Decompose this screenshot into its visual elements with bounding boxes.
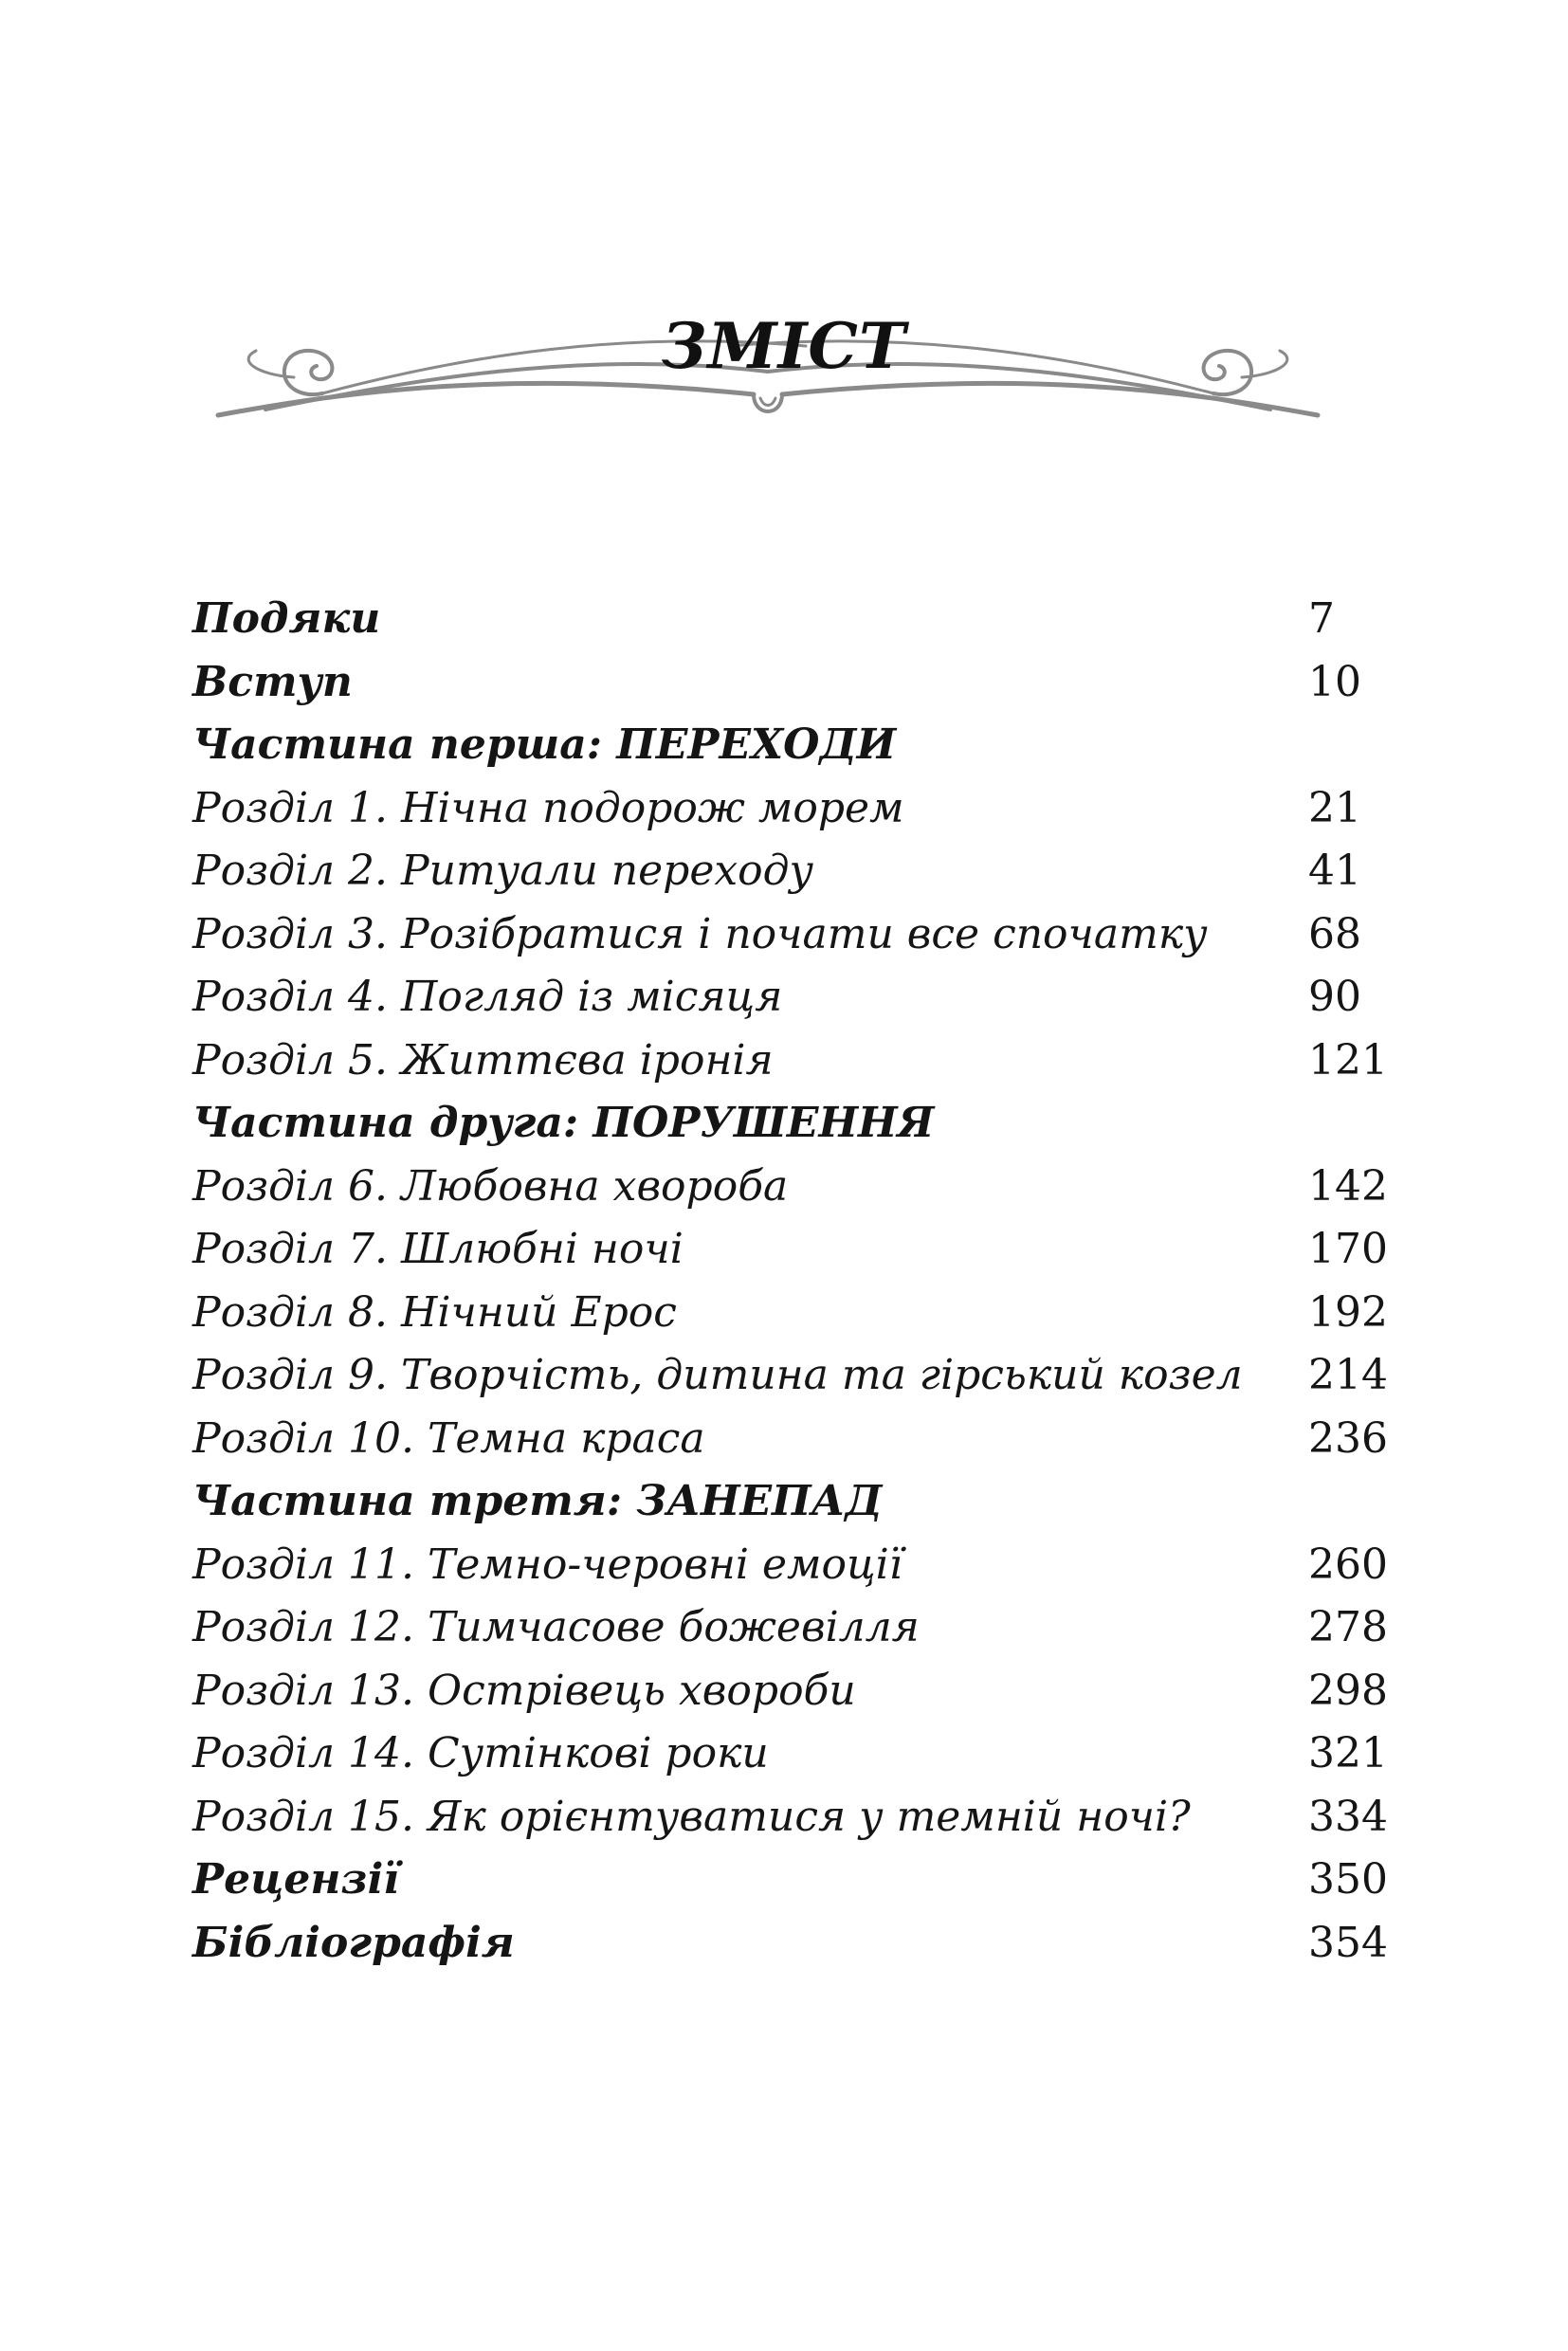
toc-entry[interactable] <box>192 903 1425 967</box>
toc-entry-title: Рецензії <box>192 1855 400 1904</box>
toc-entry-page-number: 170 <box>1308 1225 1388 1273</box>
toc-entry[interactable] <box>192 1092 1425 1156</box>
toc-entry-title: Розділ 15. Як орієнтуватися у темній ночі? <box>192 1792 1191 1841</box>
toc-entry[interactable] <box>192 1030 1425 1093</box>
toc-entry-page-number: 298 <box>1308 1666 1388 1715</box>
toc-entry[interactable] <box>192 966 1425 1030</box>
toc-entry-page-number: 321 <box>1308 1729 1388 1777</box>
page-title: ЗМІСТ <box>661 309 907 383</box>
toc-entry-page-number: 350 <box>1308 1855 1388 1904</box>
toc-entry[interactable] <box>192 1408 1425 1471</box>
toc-entry-title: Частина третя: ЗАНЕПАД <box>192 1477 883 1525</box>
toc-entry-title: Розділ 14. Сутінкові роки <box>192 1729 769 1777</box>
toc-entry-page-number: 10 <box>1308 657 1361 706</box>
toc-entry[interactable] <box>192 840 1425 903</box>
toc-entry[interactable] <box>192 1596 1425 1660</box>
toc-entry[interactable] <box>192 714 1425 777</box>
toc-entry-title: Вступ <box>192 657 353 706</box>
toc-entry-page-number: 7 <box>1308 594 1335 643</box>
toc-entry[interactable] <box>192 1660 1425 1723</box>
toc-entry-title: Розділ 7. Шлюбні ночі <box>192 1225 684 1273</box>
toc-entry-title: Розділ 11. Темно-черовні емоції <box>192 1540 903 1589</box>
toc-entry-title: Розділ 3. Розібратися і почати все спочатку <box>192 909 1208 958</box>
toc-entry[interactable] <box>192 651 1425 715</box>
toc-entry[interactable] <box>192 588 1425 651</box>
toc-entry-title: Розділ 4. Погляд із місяця <box>192 973 783 1021</box>
toc-entry-title: Розділ 8. Нічний Ерос <box>192 1287 677 1337</box>
toc-entry-page-number: 41 <box>1308 847 1361 895</box>
toc-entry-title: Розділ 10. Темна краса <box>192 1413 705 1463</box>
toc-entry-title: Розділ 13. Острівець хвороби <box>192 1666 856 1715</box>
toc-entry-title: Розділ 6. Любовна хвороба <box>192 1161 789 1211</box>
toc-entry-title: Розділ 9. Творчість, дитина та гірський козел <box>192 1351 1243 1399</box>
toc-entry[interactable] <box>192 1849 1425 1912</box>
toc-entry-title: Розділ 12. Тимчасове божевілля <box>192 1603 920 1651</box>
toc-entry[interactable] <box>192 1282 1425 1345</box>
toc-entry-page-number: 121 <box>1308 1035 1388 1084</box>
toc-entry-title: Розділ 1. Нічна подорож морем <box>192 783 904 832</box>
toc-entry-page-number: 68 <box>1308 909 1361 958</box>
title-block <box>0 294 1568 436</box>
toc-entry[interactable] <box>192 1470 1425 1534</box>
toc-entry[interactable] <box>192 1344 1425 1408</box>
toc-entry-page-number: 278 <box>1308 1603 1388 1651</box>
toc-entry-page-number: 260 <box>1308 1540 1388 1589</box>
toc-entry[interactable] <box>192 1912 1425 1976</box>
toc-entry[interactable] <box>192 1156 1425 1219</box>
toc-entry-title: Розділ 2. Ритуали переходу <box>192 847 814 895</box>
toc-entry-title: Частина друга: ПОРУШЕННЯ <box>192 1099 935 1147</box>
toc-entry-title: Розділ 5. Життєва іронія <box>192 1035 774 1084</box>
toc-entry[interactable] <box>192 1218 1425 1282</box>
toc-entry-page-number: 90 <box>1308 973 1361 1021</box>
toc-entry-page-number: 334 <box>1308 1792 1388 1841</box>
toc-entry-page-number: 21 <box>1308 783 1361 832</box>
toc-entry-title: Бібліографія <box>192 1918 515 1967</box>
table-of-contents <box>192 588 1425 1975</box>
toc-entry-page-number: 214 <box>1308 1351 1388 1399</box>
toc-entry-title: Подяки <box>192 594 381 643</box>
toc-entry[interactable] <box>192 1722 1425 1786</box>
toc-entry[interactable] <box>192 1534 1425 1597</box>
toc-entry-page-number: 354 <box>1308 1918 1388 1967</box>
toc-entry-page-number: 236 <box>1308 1413 1388 1463</box>
toc-entry-page-number: 142 <box>1308 1161 1388 1211</box>
toc-entry-title: Частина перша: ПЕРЕХОДИ <box>192 720 897 769</box>
toc-entry-page-number: 192 <box>1308 1287 1388 1337</box>
toc-entry[interactable] <box>192 1786 1425 1850</box>
toc-entry[interactable] <box>192 777 1425 841</box>
